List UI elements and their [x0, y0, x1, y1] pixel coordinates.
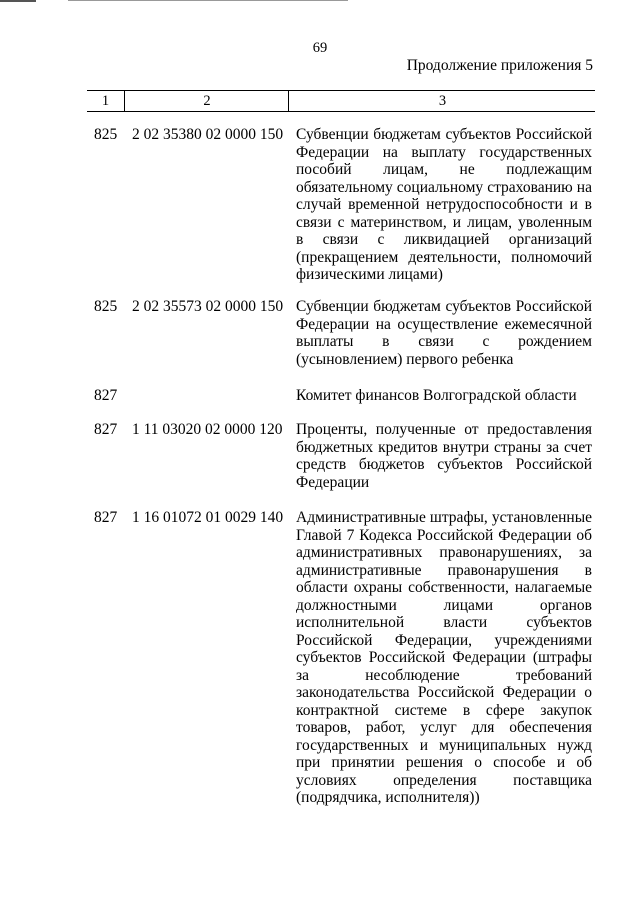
admin-code: 827	[94, 509, 118, 526]
revenue-description: Субвенции бюджетам субъектов Российской Федерации на выплату государственных пособий лицам, не подлежащим обязательному социальному страхованию на случай временной нетрудоспособности и в связи с материнством, и лицам, уволенным в связи с ликвидацией организаций (прекращением деятельности, полномочий физическими лицами)	[296, 126, 592, 283]
revenue-description: Субвенции бюджетам субъектов Российской Федерации на осуществление ежемесячной выплаты в связи с рождением (усыновлением) первого ребенка	[296, 298, 592, 368]
revenue-code: 1 16 01072 01 0029 140	[132, 509, 284, 526]
column-header-3: 3	[288, 91, 596, 111]
column-header-2: 2	[124, 91, 289, 111]
admin-code: 827	[94, 421, 118, 438]
admin-code: 825	[94, 298, 118, 315]
revenue-description: Административные штрафы, установленные Главой 7 Кодекса Российской Федерации об административных правонарушениях, за административные правонарушения в области охраны собственности, налагаемые должностными лицами органов исполнительной власти субъектов Российской Федерации, учреждениями субъектов Российской Федерации (штрафы за несоблюдение требований законодательства Российской Федерации о контрактной системе в сфере закупок товаров, работ, услуг для обеспечения государственных и муниципальных нужд при принятии решения о способе и об условиях определения поставщика (подрядчика, исполнителя))	[296, 509, 592, 806]
admin-code: 825	[94, 126, 118, 143]
admin-code: 827	[94, 387, 118, 404]
page-number: 69	[312, 40, 328, 56]
revenue-code: 1 11 03020 02 0000 120	[132, 421, 283, 438]
scan-edge-mark-right	[68, 0, 348, 1]
revenue-description: Проценты, полученные от предоставления бюджетных кредитов внутри страны за счет средств бюджетов субъектов Российской Федерации	[296, 421, 592, 491]
continuation-heading: Продолжение приложения 5	[406, 57, 593, 74]
revenue-code: 2 02 35573 02 0000 150	[132, 298, 284, 315]
table-header	[87, 90, 595, 112]
column-header-1: 1	[101, 93, 110, 109]
revenue-description: Комитет финансов Волгоградской области	[296, 387, 577, 404]
scan-edge-mark-left	[0, 0, 36, 2]
revenue-code: 2 02 35380 02 0000 150	[132, 126, 284, 143]
